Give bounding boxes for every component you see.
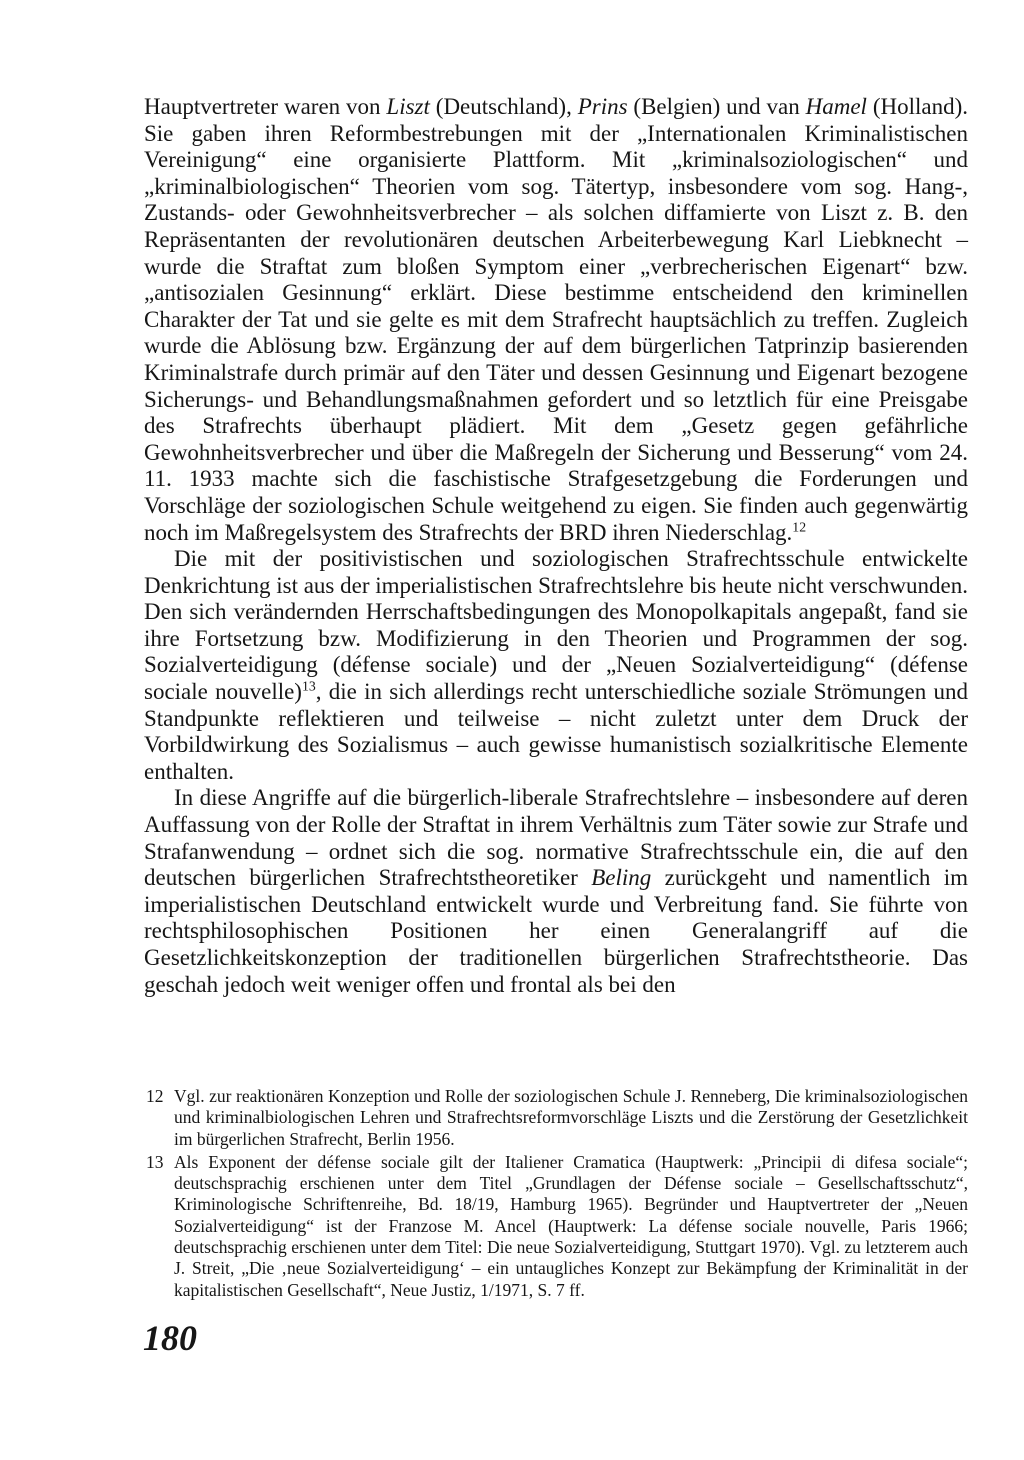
footnote-12 [146, 1086, 968, 1150]
paragraph-2 [144, 546, 968, 785]
footnotes [146, 1086, 968, 1303]
name-hamel: Hamel [805, 94, 867, 119]
footnote-number: 12 [146, 1086, 164, 1106]
text-run: In diese Angriffe auf die bürgerlich-liberale Strafrechtslehre – insbesondere auf deren Auffassung von der Rolle der Straftat in ihrem Verhältnis zum Täter sowie zur Strafe und Strafanwendung – ordnet sich die sog. normative Strafrechtsschule ein, die auf den deutschen bürgerlichen Strafrechtstheoretiker [144, 785, 968, 891]
footnote-13 [146, 1152, 968, 1301]
footnote-number: 13 [146, 1151, 164, 1172]
footnote-ref-12: 12 [792, 518, 807, 534]
name-beling: Beling [591, 865, 652, 891]
text-run: (Belgien) und van [627, 94, 806, 119]
main-text [144, 94, 968, 998]
name-prins: Prins [577, 94, 628, 119]
footnote-ref-13: 13 [301, 678, 316, 694]
text-run: , die in sich allerdings recht unterschiedliche soziale Strömungen und Standpunkte reflektieren und teilweise – nicht zuletzt unter dem Druck der Vorbildwirkung des Sozialismus – auch gewisse humanistisch sozialkritische Elemente enthalten. [144, 679, 968, 784]
text-run: (Deutschland), [429, 94, 578, 119]
footnote-text: Als Exponent der défense sociale gilt der Italiener Cramatica (Hauptwerk: „Principii di difesa sociale“; deutschsprachig erschienen unter dem Titel „Grundlagen der Défense sociale – Gesellschaftsschutz“, Kriminologische Schriftenreihe, Bd. 18/19, Hamburg 1965). Begründer und Hauptvertreter der „Neuen Sozialverteidigung“ ist der Franzose M. Ancel (Hauptwerk: La défense sociale nouvelle, Paris 1966; deutschsprachig erschienen unter dem Titel: Die neue Sozialverteidigung, Stuttgart 1970). Vgl. zu letzterem auch J. Streit, „Die ‚neue Sozialverteidigung‘ – ein untaugliches Konzept zur Bekämpfung der Kriminalität in der kapitalistischen Gesellschaft“, Neue Justiz, 1/1971, S. 7 ff. [174, 1151, 968, 1300]
text-run: Die mit der positivistischen und soziologischen Strafrechtsschule entwickelte Denkrichtung ist aus der imperialistischen Strafrechtslehre bis heute nicht verschwunden. Den sich verändernden Herrschaftsbedingungen des Monopolkapitals angepaßt, fand sie ihre Fortsetzung bzw. Modifizierung in den Theorien und Programmen der sog. Sozialverteidigung (défense sociale) und der „Neuen Sozialverteidigung“ (défense sociale nouvelle) [144, 546, 968, 705]
text-run: Hauptvertreter waren von [144, 94, 387, 119]
name-liszt: Liszt [386, 94, 430, 119]
page-number: 180 [143, 1318, 197, 1358]
text-run: zurückgeht und namentlich im imperialistischen Deutschland entwickelt wurde und Verbreitung fand. Sie führte von rechtsphilosophischen Positionen her einen Generalangriff auf die Gesetzlichkeitskonzeption der traditionellen bürgerlichen Strafrechtstheorie. Das geschah jedoch weit weniger offen und frontal als bei den [144, 865, 968, 997]
text-run: (Holland). Sie gaben ihren Reformbestrebungen mit der „Internationalen Kriminalistischen Vereinigung“ eine organisierte Plattform. Mit „kriminalsoziologischen“ und „kriminalbiologischen“ Theorien vom sog. Tätertyp, insbesondere vom sog. Hang-, Zustands- oder Gewohnheitsverbrecher – als solchen diffamierte von Liszt z. B. den Repräsentanten der revolutionären deutschen Arbeiterbewegung Karl Liebknecht – wurde die Straftat zum bloßen Symptom einer „verbrecherischen Eigenart“ bzw. „antisozialen Gesinnung“ erklärt. Diese bestimme entscheidend den kriminellen Charakter der Tat und sie gelte es mit dem Strafrecht hauptsächlich zu treffen. Zugleich wurde die Ablösung bzw. Ergänzung der auf dem bürgerlichen Tatprinzip basierenden Kriminalstrafe durch primär auf den Täter und dessen Gesinnung und Eigenart bezogene Sicherungs- und Behandlungsmaßnahmen gefordert und so letztlich für eine Preisgabe des Strafrechts überhaupt plädiert. Mit dem „Gesetz gegen gefährliche Gewohnheitsverbrecher und über die Maßregeln der Sicherung und Besserung“ vom 24. 11. 1933 machte sich die faschistische Strafgesetzgebung die Forderungen und Vorschläge der soziologischen Schule weitgehend zu eigen. Sie finden auch gegenwärtig noch im Maßregelsystem des Strafrechts der BRD ihren Niederschlag. [144, 94, 968, 545]
paragraph-3 [144, 785, 968, 998]
footnote-text: Vgl. zur reaktionären Konzeption und Rolle der soziologischen Schule J. Renneberg, Die kriminalsoziologischen und kriminalbiologischen Lehren und Strafrechtsreformvorschläge Liszts und die Zerstörung der Gesetzlichkeit im bürgerlichen Strafrecht, Berlin 1956. [174, 1086, 968, 1149]
paragraph-1 [144, 94, 968, 546]
